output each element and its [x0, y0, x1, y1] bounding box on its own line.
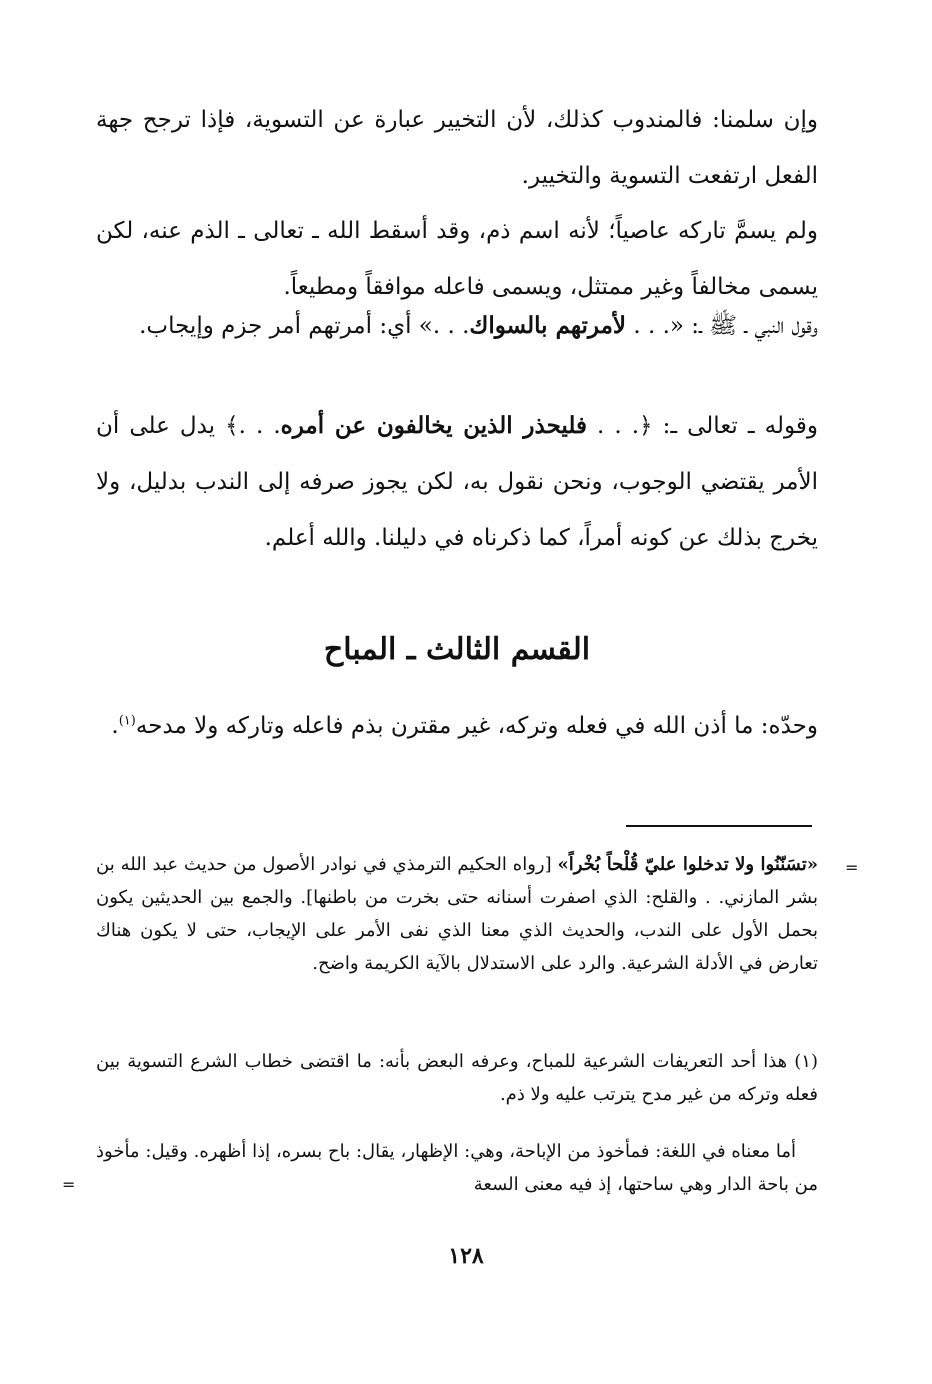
footnote-separator — [626, 825, 812, 827]
footnote-reference[interactable]: (١) — [118, 713, 136, 729]
paragraph-text: وقوله ـ تعالى ـ: ﴿. . . — [586, 413, 818, 439]
paragraph-text: ولم يسمَّ تاركه عاصياً؛ لأنه اسم ذم، وقد أسقط الله ـ تعالى ـ الذم عنه، لكن يسمى مخالفاً وغير ممتثل، ويسمى فاعله موافقاً ومطيعاً. — [96, 218, 818, 300]
footnote-text: هذا أحد التعريفات الشرعية للمباح، وعرفه البعض بأنه: ما اقتضى خطاب الشرع التسوية بين فعله وتركه من غير مدح يترتب عليه ولا ذم. — [96, 1051, 818, 1105]
footnote-hadith: «تسَنّنُوا ولا تدخلوا عليّ قُلْحاً بُخْراً» — [557, 854, 819, 875]
continues-marker: = — [62, 1175, 76, 1194]
paragraph-text: وقول النبي ـ ﷺ ـ: «. . . — [626, 313, 818, 339]
page-number: ١٢٨ — [448, 1243, 484, 1269]
paragraph-text: . . .﴾ يدل على أن الأمر يقتضي الوجوب، ونحن نقول به، لكن يجوز صرفه إلى الندب بدليل، ولا يخرج بذلك عن كونه أمراً، كما ذكرناه في دليلنا. والله أعلم. — [96, 413, 818, 551]
paragraph-hadith — [96, 298, 818, 354]
paragraph-text: . . .» أي: أمرتهم أمر جزم وإيجاب. — [139, 313, 470, 339]
hadith-quote: لأمرتهم بالسواك — [469, 312, 627, 339]
ayah-quote: فليحذر الذين يخالفون عن أمره — [280, 412, 587, 439]
paragraph-definition — [96, 698, 818, 754]
section-heading: القسم الثالث ـ المباح — [323, 632, 591, 667]
footnote-text: أما معناه في اللغة: فمأخوذ من الإباحة، وهي: الإظهار، يقال: باح بسره، إذا أظهره. وقيل: مأخوذ من باحة الدار وهي ساحتها، إذ فيه معنى السعة — [96, 1141, 818, 1195]
paragraph-text: وحدّه: ما أذن الله في فعله وتركه، غير مقترن بذم فاعله وتاركه ولا مدحه — [135, 713, 818, 739]
footnote-text: [رواه الحكيم الترمذي في نوادر الأصول من حديث عبد الله بن بشر المازني. . والقلح: الذي اصفرت أسنانه حتى بخرت من باطنها]. والجمع بين الحديثين يكون بحمل الأول على الندب، والحديث الذي معنا الذي نفى الأمر على الإيجاب، حتى لا يكون هناك تعارض في الأدلة الشرعية. والرد على الاستدلال بالآية الكريمة واضح. — [96, 854, 818, 974]
paragraph-text: . — [111, 713, 119, 739]
footnote-continuation — [96, 848, 818, 980]
paragraph-ayah — [96, 398, 818, 566]
continued-marker: = — [845, 858, 859, 877]
paragraph-text: وإن سلمنا: فالمندوب كذلك، لأن التخيير عبارة عن التسوية، فإذا ترجح جهة الفعل ارتفعت التسوية والتخيير. — [96, 107, 818, 189]
footnote-1-continued — [96, 1135, 818, 1201]
footnote-number: (١) — [794, 1051, 818, 1072]
footnote-1 — [96, 1045, 818, 1111]
paragraph-mandub — [96, 92, 818, 204]
